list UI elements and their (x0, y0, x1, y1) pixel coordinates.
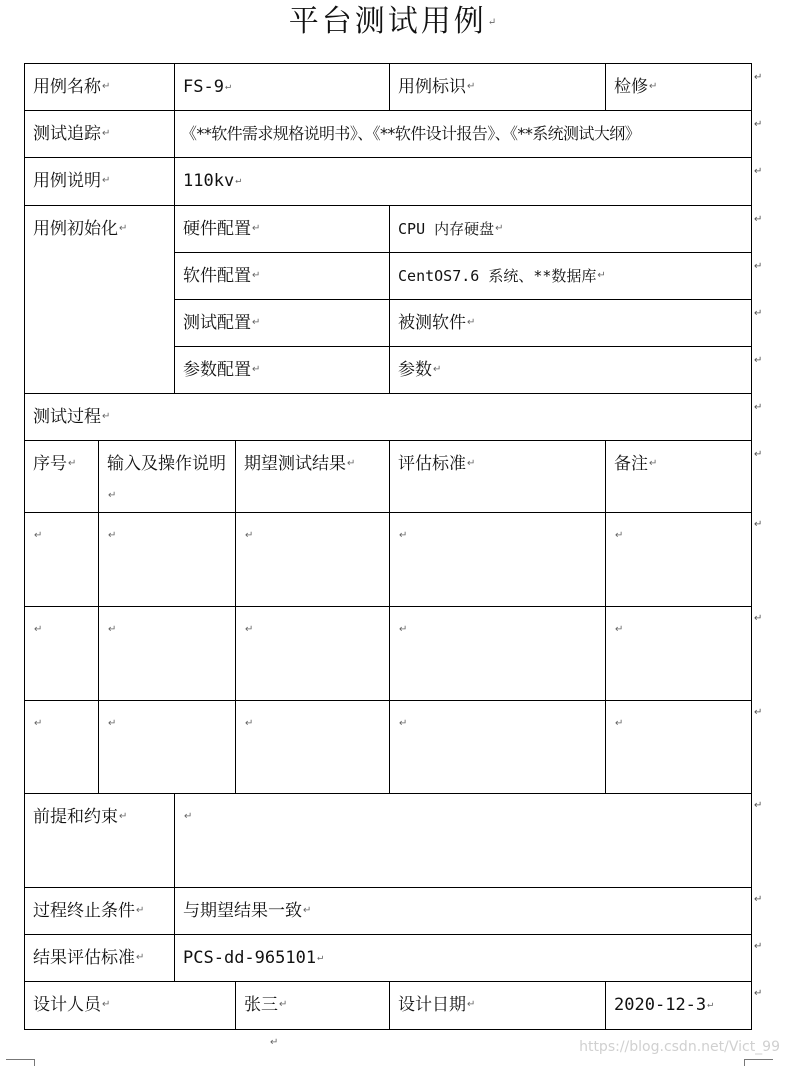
step-cell[interactable] (25, 513, 99, 607)
trace-value: 《**软件需求规格说明书》、《**软件设计报告》、《**系统测试大纲》 (175, 111, 752, 158)
software-label: 软件配置 ↵ (175, 253, 390, 300)
row-end-mark: ↵ (754, 613, 763, 624)
page-corner-mark-right (744, 1059, 773, 1066)
case-id-label: 用例标识 ↵ (390, 64, 606, 111)
param-value: 参数 ↵ (390, 347, 752, 394)
designer-value: 张三 ↵ (236, 982, 390, 1030)
row-end-mark: ↵ (754, 894, 763, 905)
row-end-mark: ↵ (754, 261, 763, 272)
row-end-mark: ↵ (754, 519, 763, 530)
step-cell[interactable] (25, 607, 99, 701)
header-remark: 备注 ↵ (606, 441, 752, 513)
step-cell[interactable] (99, 607, 236, 701)
case-id-value: 检修 ↵ (606, 64, 752, 111)
step-cell[interactable] (99, 701, 236, 794)
header-input: 输入及操作说明 ↵ (99, 441, 236, 513)
row-end-mark: ↵ (754, 308, 763, 319)
row-end-mark: ↵ (754, 800, 763, 811)
step-cell[interactable] (390, 513, 606, 607)
row-terminate (25, 888, 752, 935)
init-label: 用例初始化 ↵ (25, 206, 175, 394)
row-end-mark: ↵ (754, 941, 763, 952)
row-end-mark: ↵ (754, 214, 763, 225)
step-cell[interactable] (236, 701, 390, 794)
trailing-paragraph-mark: ↵ (270, 1037, 279, 1048)
row-end-mark: ↵ (754, 988, 763, 999)
date-label: 设计日期 ↵ (390, 982, 606, 1030)
row-end-mark: ↵ (754, 355, 763, 366)
hardware-label: 硬件配置 ↵ (175, 206, 390, 253)
terminate-value: 与期望结果一致 ↵ (175, 888, 752, 935)
steps-header-row (25, 441, 752, 513)
software-value: CentOS7.6 系统、**数据库 ↵ (390, 253, 752, 300)
row-eval (25, 935, 752, 982)
row-end-mark: ↵ (754, 402, 763, 413)
case-name-value: FS-9 ↵ (175, 64, 390, 111)
row-end-mark: ↵ (754, 449, 763, 460)
precond-value[interactable] (175, 794, 752, 888)
step-cell[interactable] (390, 701, 606, 794)
desc-value: 110kv ↵ (175, 158, 752, 206)
step-cell[interactable] (606, 701, 752, 794)
page-corner-mark-left (6, 1059, 35, 1066)
step-cell[interactable] (236, 607, 390, 701)
step-cell[interactable] (606, 513, 752, 607)
eval-value: PCS-dd-965101 ↵ (175, 935, 752, 982)
row-process (25, 394, 752, 441)
process-label: 测试过程 ↵ (25, 394, 752, 441)
trace-label: 测试追踪 ↵ (25, 111, 175, 158)
row-trace (25, 111, 752, 158)
header-expected: 期望测试结果 ↵ (236, 441, 390, 513)
header-criteria: 评估标准 ↵ (390, 441, 606, 513)
row-precondition (25, 794, 752, 888)
table-row (25, 701, 752, 794)
row-case-name (25, 64, 752, 111)
row-end-mark: ↵ (754, 72, 763, 83)
row-end-mark: ↵ (754, 119, 763, 130)
case-name-label: 用例名称 ↵ (25, 64, 175, 111)
document-title: 平台测试用例 ↵ (0, 2, 788, 43)
hardware-value: CPU 内存硬盘 ↵ (390, 206, 752, 253)
testconf-value: 被测软件 ↵ (390, 300, 752, 347)
row-description (25, 158, 752, 206)
designer-label: 设计人员 ↵ (25, 982, 236, 1030)
terminate-label: 过程终止条件 ↵ (25, 888, 175, 935)
row-end-mark: ↵ (754, 166, 763, 177)
row-designer (25, 982, 752, 1030)
desc-label: 用例说明 ↵ (25, 158, 175, 206)
step-cell[interactable] (236, 513, 390, 607)
header-seq: 序号 ↵ (25, 441, 99, 513)
step-cell[interactable] (606, 607, 752, 701)
param-label: 参数配置 ↵ (175, 347, 390, 394)
row-end-mark: ↵ (754, 707, 763, 718)
precond-label: 前提和约束 ↵ (25, 794, 175, 888)
test-case-table (24, 63, 752, 1030)
date-value: 2020-12-3 ↵ (606, 982, 752, 1030)
step-cell[interactable] (390, 607, 606, 701)
watermark: https://blog.csdn.net/Vict_99 (579, 1039, 780, 1055)
eval-label: 结果评估标准 ↵ (25, 935, 175, 982)
table-row (25, 607, 752, 701)
testconf-label: 测试配置 ↵ (175, 300, 390, 347)
table-row (25, 513, 752, 607)
step-cell[interactable] (99, 513, 236, 607)
step-cell[interactable] (25, 701, 99, 794)
row-init-hardware (25, 206, 752, 253)
